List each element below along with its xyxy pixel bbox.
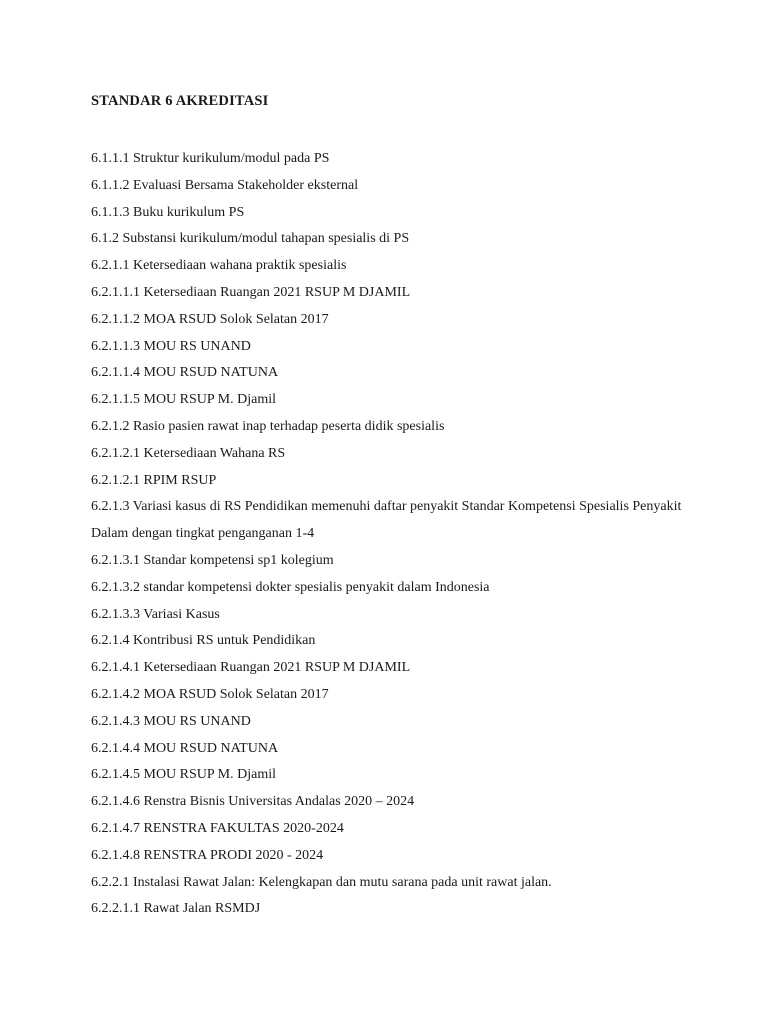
list-item: 6.2.2.1.1 Rawat Jalan RSMDJ <box>91 901 261 917</box>
list-item: 6.2.1.4.6 Renstra Bisnis Universitas Andalas 2020 – 2024 <box>91 794 415 810</box>
list-item: 6.2.1.3.2 standar kompetensi dokter spesialis penyakit dalam Indonesia <box>91 579 490 595</box>
list-item: 6.2.1.4 Kontribusi RS untuk Pendidikan <box>91 633 316 649</box>
item-list <box>91 146 691 923</box>
list-item: 6.2.1.1.5 MOU RSUP M. Djamil <box>91 392 277 408</box>
list-item: 6.2.1.4.3 MOU RS UNAND <box>91 713 251 729</box>
list-item: 6.1.1.1 Struktur kurikulum/modul pada PS <box>91 151 330 166</box>
list-item: 6.2.1.2 Rasio pasien rawat inap terhadap peserta didik spesialis <box>91 418 445 434</box>
document-title: STANDAR 6 AKREDITASI <box>91 93 269 109</box>
list-item: 6.1.2 Substansi kurikulum/modul tahapan spesialis di PS <box>91 231 410 247</box>
list-item: 6.1.1.2 Evaluasi Bersama Stakeholder eksternal <box>91 177 359 193</box>
list-item: 6.2.1.4.8 RENSTRA PRODI 2020 - 2024 <box>91 847 324 863</box>
list-item: 6.2.1.3.1 Standar kompetensi sp1 kolegium <box>91 552 334 568</box>
list-item: 6.2.2.1 Instalasi Rawat Jalan: Kelengkapan dan mutu sarana pada unit rawat jalan. <box>91 874 552 890</box>
list-item: 6.2.1.4.4 MOU RSUD NATUNA <box>91 740 279 756</box>
list-item: 6.2.1.1 Ketersediaan wahana praktik spesialis <box>91 258 347 274</box>
list-item: 6.2.1.2.1 Ketersediaan Wahana RS <box>91 445 286 461</box>
list-item: 6.2.1.1.3 MOU RS UNAND <box>91 338 251 354</box>
list-item: 6.2.1.1.1 Ketersediaan Ruangan 2021 RSUP M DJAMIL <box>91 284 411 300</box>
list-item: 6.2.1.4.1 Ketersediaan Ruangan 2021 RSUP M DJAMIL <box>91 660 411 676</box>
list-item: 6.2.1.2.1 RPIM RSUP <box>91 472 217 488</box>
list-item: 6.2.1.4.5 MOU RSUP M. Djamil <box>91 767 277 783</box>
list-item: 6.2.1.3 Variasi kasus di RS Pendidikan memenuhi daftar penyakit Standar Kompetensi Spesialis Penyakit Dalam dengan tingkat penganganan 1-4 <box>91 499 682 542</box>
list-item: 6.2.1.4.2 MOA RSUD Solok Selatan 2017 <box>91 686 329 702</box>
list-item: 6.2.1.1.2 MOA RSUD Solok Selatan 2017 <box>91 311 329 327</box>
list-item: 6.2.1.4.7 RENSTRA FAKULTAS 2020-2024 <box>91 820 344 836</box>
list-item: 6.2.1.1.4 MOU RSUD NATUNA <box>91 365 279 381</box>
list-item: 6.1.1.3 Buku kurikulum PS <box>91 204 245 220</box>
list-item: 6.2.1.3.3 Variasi Kasus <box>91 606 220 622</box>
